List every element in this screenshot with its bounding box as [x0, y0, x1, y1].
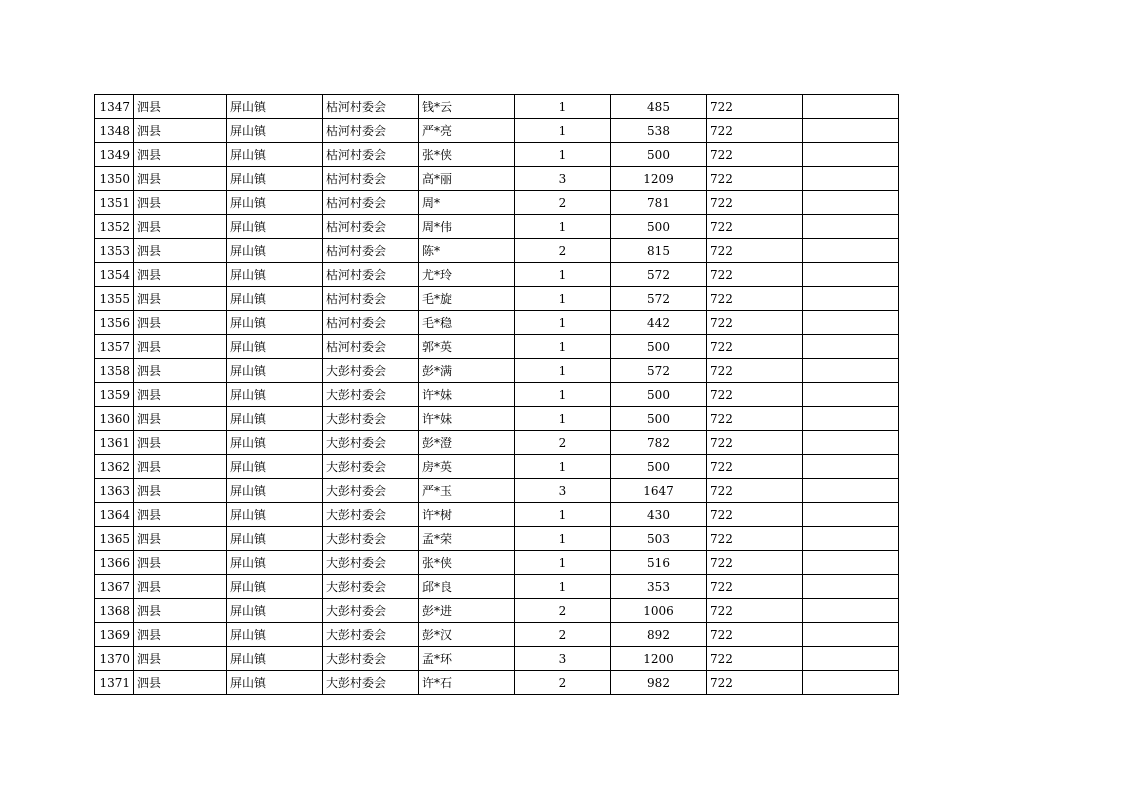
village-cell: 大彭村委会 — [323, 527, 419, 551]
village-cell: 大彭村委会 — [323, 407, 419, 431]
code-cell: 722 — [707, 599, 803, 623]
household-size-cell: 1 — [515, 383, 611, 407]
village-cell: 枯河村委会 — [323, 311, 419, 335]
blank-cell — [803, 191, 899, 215]
name-cell: 毛*稳 — [419, 311, 515, 335]
table-row — [95, 623, 899, 647]
code-cell: 722 — [707, 167, 803, 191]
row-number-cell: 1347 — [95, 95, 134, 119]
town-cell: 屏山镇 — [227, 191, 323, 215]
code-cell: 722 — [707, 647, 803, 671]
village-cell: 枯河村委会 — [323, 215, 419, 239]
row-number-cell: 1350 — [95, 167, 134, 191]
table-row — [95, 599, 899, 623]
amount-cell: 781 — [611, 191, 707, 215]
town-cell: 屏山镇 — [227, 479, 323, 503]
household-size-cell: 1 — [515, 359, 611, 383]
blank-cell — [803, 599, 899, 623]
town-cell: 屏山镇 — [227, 431, 323, 455]
county-cell: 泗县 — [134, 575, 227, 599]
amount-cell: 982 — [611, 671, 707, 695]
amount-cell: 353 — [611, 575, 707, 599]
household-size-cell: 2 — [515, 239, 611, 263]
village-cell: 枯河村委会 — [323, 335, 419, 359]
blank-cell — [803, 383, 899, 407]
code-cell: 722 — [707, 623, 803, 647]
code-cell: 722 — [707, 383, 803, 407]
amount-cell: 500 — [611, 215, 707, 239]
village-cell: 大彭村委会 — [323, 383, 419, 407]
table-row — [95, 167, 899, 191]
code-cell: 722 — [707, 671, 803, 695]
county-cell: 泗县 — [134, 599, 227, 623]
name-cell: 周* — [419, 191, 515, 215]
county-cell: 泗县 — [134, 623, 227, 647]
table-row — [95, 359, 899, 383]
village-cell: 枯河村委会 — [323, 143, 419, 167]
table-row — [95, 551, 899, 575]
name-cell: 钱*云 — [419, 95, 515, 119]
county-cell: 泗县 — [134, 551, 227, 575]
village-cell: 大彭村委会 — [323, 599, 419, 623]
row-number-cell: 1356 — [95, 311, 134, 335]
name-cell: 彭*汉 — [419, 623, 515, 647]
village-cell: 大彭村委会 — [323, 455, 419, 479]
row-number-cell: 1363 — [95, 479, 134, 503]
county-cell: 泗县 — [134, 311, 227, 335]
name-cell: 高*丽 — [419, 167, 515, 191]
village-cell: 大彭村委会 — [323, 359, 419, 383]
name-cell: 房*英 — [419, 455, 515, 479]
amount-cell: 538 — [611, 119, 707, 143]
name-cell: 孟*荣 — [419, 527, 515, 551]
code-cell: 722 — [707, 551, 803, 575]
table-row — [95, 287, 899, 311]
code-cell: 722 — [707, 119, 803, 143]
amount-cell: 572 — [611, 263, 707, 287]
name-cell: 邱*良 — [419, 575, 515, 599]
household-size-cell: 1 — [515, 527, 611, 551]
amount-cell: 500 — [611, 407, 707, 431]
county-cell: 泗县 — [134, 383, 227, 407]
row-number-cell: 1360 — [95, 407, 134, 431]
code-cell: 722 — [707, 143, 803, 167]
town-cell: 屏山镇 — [227, 623, 323, 647]
blank-cell — [803, 335, 899, 359]
table-row — [95, 263, 899, 287]
town-cell: 屏山镇 — [227, 143, 323, 167]
amount-cell: 500 — [611, 383, 707, 407]
household-size-cell: 1 — [515, 551, 611, 575]
name-cell: 彭*澄 — [419, 431, 515, 455]
table-row — [95, 215, 899, 239]
amount-cell: 1200 — [611, 647, 707, 671]
household-size-cell: 3 — [515, 647, 611, 671]
blank-cell — [803, 239, 899, 263]
village-cell: 大彭村委会 — [323, 575, 419, 599]
amount-cell: 572 — [611, 287, 707, 311]
row-number-cell: 1354 — [95, 263, 134, 287]
table-row — [95, 671, 899, 695]
household-size-cell: 2 — [515, 431, 611, 455]
blank-cell — [803, 407, 899, 431]
table-row — [95, 335, 899, 359]
table-row — [95, 479, 899, 503]
blank-cell — [803, 455, 899, 479]
amount-cell: 430 — [611, 503, 707, 527]
county-cell: 泗县 — [134, 263, 227, 287]
name-cell: 郭*英 — [419, 335, 515, 359]
amount-cell: 500 — [611, 335, 707, 359]
table-row — [95, 239, 899, 263]
county-cell: 泗县 — [134, 95, 227, 119]
row-number-cell: 1364 — [95, 503, 134, 527]
blank-cell — [803, 311, 899, 335]
county-cell: 泗县 — [134, 671, 227, 695]
table-row — [95, 119, 899, 143]
row-number-cell: 1371 — [95, 671, 134, 695]
town-cell: 屏山镇 — [227, 407, 323, 431]
county-cell: 泗县 — [134, 407, 227, 431]
name-cell: 毛*旋 — [419, 287, 515, 311]
code-cell: 722 — [707, 503, 803, 527]
code-cell: 722 — [707, 335, 803, 359]
county-cell: 泗县 — [134, 503, 227, 527]
town-cell: 屏山镇 — [227, 215, 323, 239]
household-size-cell: 1 — [515, 503, 611, 527]
blank-cell — [803, 263, 899, 287]
row-number-cell: 1368 — [95, 599, 134, 623]
county-cell: 泗县 — [134, 287, 227, 311]
row-number-cell: 1353 — [95, 239, 134, 263]
village-cell: 枯河村委会 — [323, 191, 419, 215]
table-row — [95, 95, 899, 119]
household-size-cell: 2 — [515, 599, 611, 623]
blank-cell — [803, 503, 899, 527]
row-number-cell: 1362 — [95, 455, 134, 479]
town-cell: 屏山镇 — [227, 503, 323, 527]
name-cell: 严*亮 — [419, 119, 515, 143]
name-cell: 彭*进 — [419, 599, 515, 623]
code-cell: 722 — [707, 527, 803, 551]
amount-cell: 1209 — [611, 167, 707, 191]
name-cell: 许*石 — [419, 671, 515, 695]
table-row — [95, 431, 899, 455]
code-cell: 722 — [707, 407, 803, 431]
blank-cell — [803, 287, 899, 311]
code-cell: 722 — [707, 215, 803, 239]
town-cell: 屏山镇 — [227, 119, 323, 143]
table-row — [95, 383, 899, 407]
name-cell: 陈* — [419, 239, 515, 263]
row-number-cell: 1355 — [95, 287, 134, 311]
code-cell: 722 — [707, 359, 803, 383]
code-cell: 722 — [707, 239, 803, 263]
household-size-cell: 1 — [515, 407, 611, 431]
amount-cell: 500 — [611, 143, 707, 167]
county-cell: 泗县 — [134, 119, 227, 143]
village-cell: 枯河村委会 — [323, 119, 419, 143]
row-number-cell: 1352 — [95, 215, 134, 239]
town-cell: 屏山镇 — [227, 335, 323, 359]
table-body — [95, 95, 899, 695]
code-cell: 722 — [707, 575, 803, 599]
town-cell: 屏山镇 — [227, 239, 323, 263]
name-cell: 彭*满 — [419, 359, 515, 383]
row-number-cell: 1351 — [95, 191, 134, 215]
town-cell: 屏山镇 — [227, 599, 323, 623]
name-cell: 尤*玲 — [419, 263, 515, 287]
blank-cell — [803, 143, 899, 167]
code-cell: 722 — [707, 95, 803, 119]
village-cell: 枯河村委会 — [323, 239, 419, 263]
town-cell: 屏山镇 — [227, 95, 323, 119]
row-number-cell: 1365 — [95, 527, 134, 551]
row-number-cell: 1367 — [95, 575, 134, 599]
village-cell: 大彭村委会 — [323, 623, 419, 647]
name-cell: 孟*环 — [419, 647, 515, 671]
name-cell: 许*妹 — [419, 383, 515, 407]
amount-cell: 1647 — [611, 479, 707, 503]
blank-cell — [803, 527, 899, 551]
code-cell: 722 — [707, 287, 803, 311]
household-size-cell: 1 — [515, 335, 611, 359]
code-cell: 722 — [707, 431, 803, 455]
name-cell: 张*侠 — [419, 143, 515, 167]
amount-cell: 442 — [611, 311, 707, 335]
blank-cell — [803, 431, 899, 455]
amount-cell: 1006 — [611, 599, 707, 623]
village-cell: 枯河村委会 — [323, 95, 419, 119]
blank-cell — [803, 119, 899, 143]
code-cell: 722 — [707, 455, 803, 479]
code-cell: 722 — [707, 191, 803, 215]
row-number-cell: 1370 — [95, 647, 134, 671]
household-size-cell: 2 — [515, 671, 611, 695]
amount-cell: 782 — [611, 431, 707, 455]
blank-cell — [803, 95, 899, 119]
blank-cell — [803, 215, 899, 239]
table-row — [95, 455, 899, 479]
town-cell: 屏山镇 — [227, 551, 323, 575]
row-number-cell: 1349 — [95, 143, 134, 167]
amount-cell: 516 — [611, 551, 707, 575]
name-cell: 许*树 — [419, 503, 515, 527]
table-row — [95, 311, 899, 335]
household-size-cell: 1 — [515, 215, 611, 239]
county-cell: 泗县 — [134, 359, 227, 383]
household-size-cell: 1 — [515, 287, 611, 311]
county-cell: 泗县 — [134, 215, 227, 239]
county-cell: 泗县 — [134, 335, 227, 359]
county-cell: 泗县 — [134, 647, 227, 671]
amount-cell: 892 — [611, 623, 707, 647]
name-cell: 许*妹 — [419, 407, 515, 431]
county-cell: 泗县 — [134, 143, 227, 167]
household-size-cell: 1 — [515, 455, 611, 479]
town-cell: 屏山镇 — [227, 455, 323, 479]
town-cell: 屏山镇 — [227, 647, 323, 671]
code-cell: 722 — [707, 479, 803, 503]
name-cell: 张*侠 — [419, 551, 515, 575]
county-cell: 泗县 — [134, 431, 227, 455]
name-cell: 严*玉 — [419, 479, 515, 503]
household-size-cell: 2 — [515, 623, 611, 647]
row-number-cell: 1361 — [95, 431, 134, 455]
household-size-cell: 1 — [515, 95, 611, 119]
table-row — [95, 503, 899, 527]
village-cell: 大彭村委会 — [323, 647, 419, 671]
town-cell: 屏山镇 — [227, 383, 323, 407]
county-cell: 泗县 — [134, 527, 227, 551]
code-cell: 722 — [707, 311, 803, 335]
amount-cell: 815 — [611, 239, 707, 263]
data-table — [94, 94, 899, 695]
town-cell: 屏山镇 — [227, 167, 323, 191]
row-number-cell: 1366 — [95, 551, 134, 575]
blank-cell — [803, 575, 899, 599]
town-cell: 屏山镇 — [227, 263, 323, 287]
household-size-cell: 1 — [515, 311, 611, 335]
blank-cell — [803, 551, 899, 575]
village-cell: 大彭村委会 — [323, 503, 419, 527]
county-cell: 泗县 — [134, 239, 227, 263]
county-cell: 泗县 — [134, 191, 227, 215]
table-row — [95, 647, 899, 671]
table-row — [95, 575, 899, 599]
blank-cell — [803, 359, 899, 383]
village-cell: 大彭村委会 — [323, 671, 419, 695]
row-number-cell: 1369 — [95, 623, 134, 647]
amount-cell: 572 — [611, 359, 707, 383]
code-cell: 722 — [707, 263, 803, 287]
county-cell: 泗县 — [134, 167, 227, 191]
household-size-cell: 3 — [515, 167, 611, 191]
household-size-cell: 3 — [515, 479, 611, 503]
village-cell: 大彭村委会 — [323, 551, 419, 575]
row-number-cell: 1357 — [95, 335, 134, 359]
county-cell: 泗县 — [134, 455, 227, 479]
blank-cell — [803, 479, 899, 503]
village-cell: 大彭村委会 — [323, 479, 419, 503]
blank-cell — [803, 167, 899, 191]
village-cell: 枯河村委会 — [323, 287, 419, 311]
town-cell: 屏山镇 — [227, 311, 323, 335]
county-cell: 泗县 — [134, 479, 227, 503]
table-row — [95, 143, 899, 167]
name-cell: 周*伟 — [419, 215, 515, 239]
household-size-cell: 1 — [515, 575, 611, 599]
row-number-cell: 1359 — [95, 383, 134, 407]
household-size-cell: 2 — [515, 191, 611, 215]
village-cell: 枯河村委会 — [323, 167, 419, 191]
village-cell: 枯河村委会 — [323, 263, 419, 287]
table-row — [95, 527, 899, 551]
table-row — [95, 407, 899, 431]
row-number-cell: 1348 — [95, 119, 134, 143]
blank-cell — [803, 671, 899, 695]
town-cell: 屏山镇 — [227, 527, 323, 551]
table-row — [95, 191, 899, 215]
amount-cell: 503 — [611, 527, 707, 551]
blank-cell — [803, 623, 899, 647]
amount-cell: 485 — [611, 95, 707, 119]
household-size-cell: 1 — [515, 143, 611, 167]
household-size-cell: 1 — [515, 119, 611, 143]
town-cell: 屏山镇 — [227, 287, 323, 311]
blank-cell — [803, 647, 899, 671]
household-size-cell: 1 — [515, 263, 611, 287]
village-cell: 大彭村委会 — [323, 431, 419, 455]
town-cell: 屏山镇 — [227, 671, 323, 695]
row-number-cell: 1358 — [95, 359, 134, 383]
amount-cell: 500 — [611, 455, 707, 479]
town-cell: 屏山镇 — [227, 575, 323, 599]
town-cell: 屏山镇 — [227, 359, 323, 383]
